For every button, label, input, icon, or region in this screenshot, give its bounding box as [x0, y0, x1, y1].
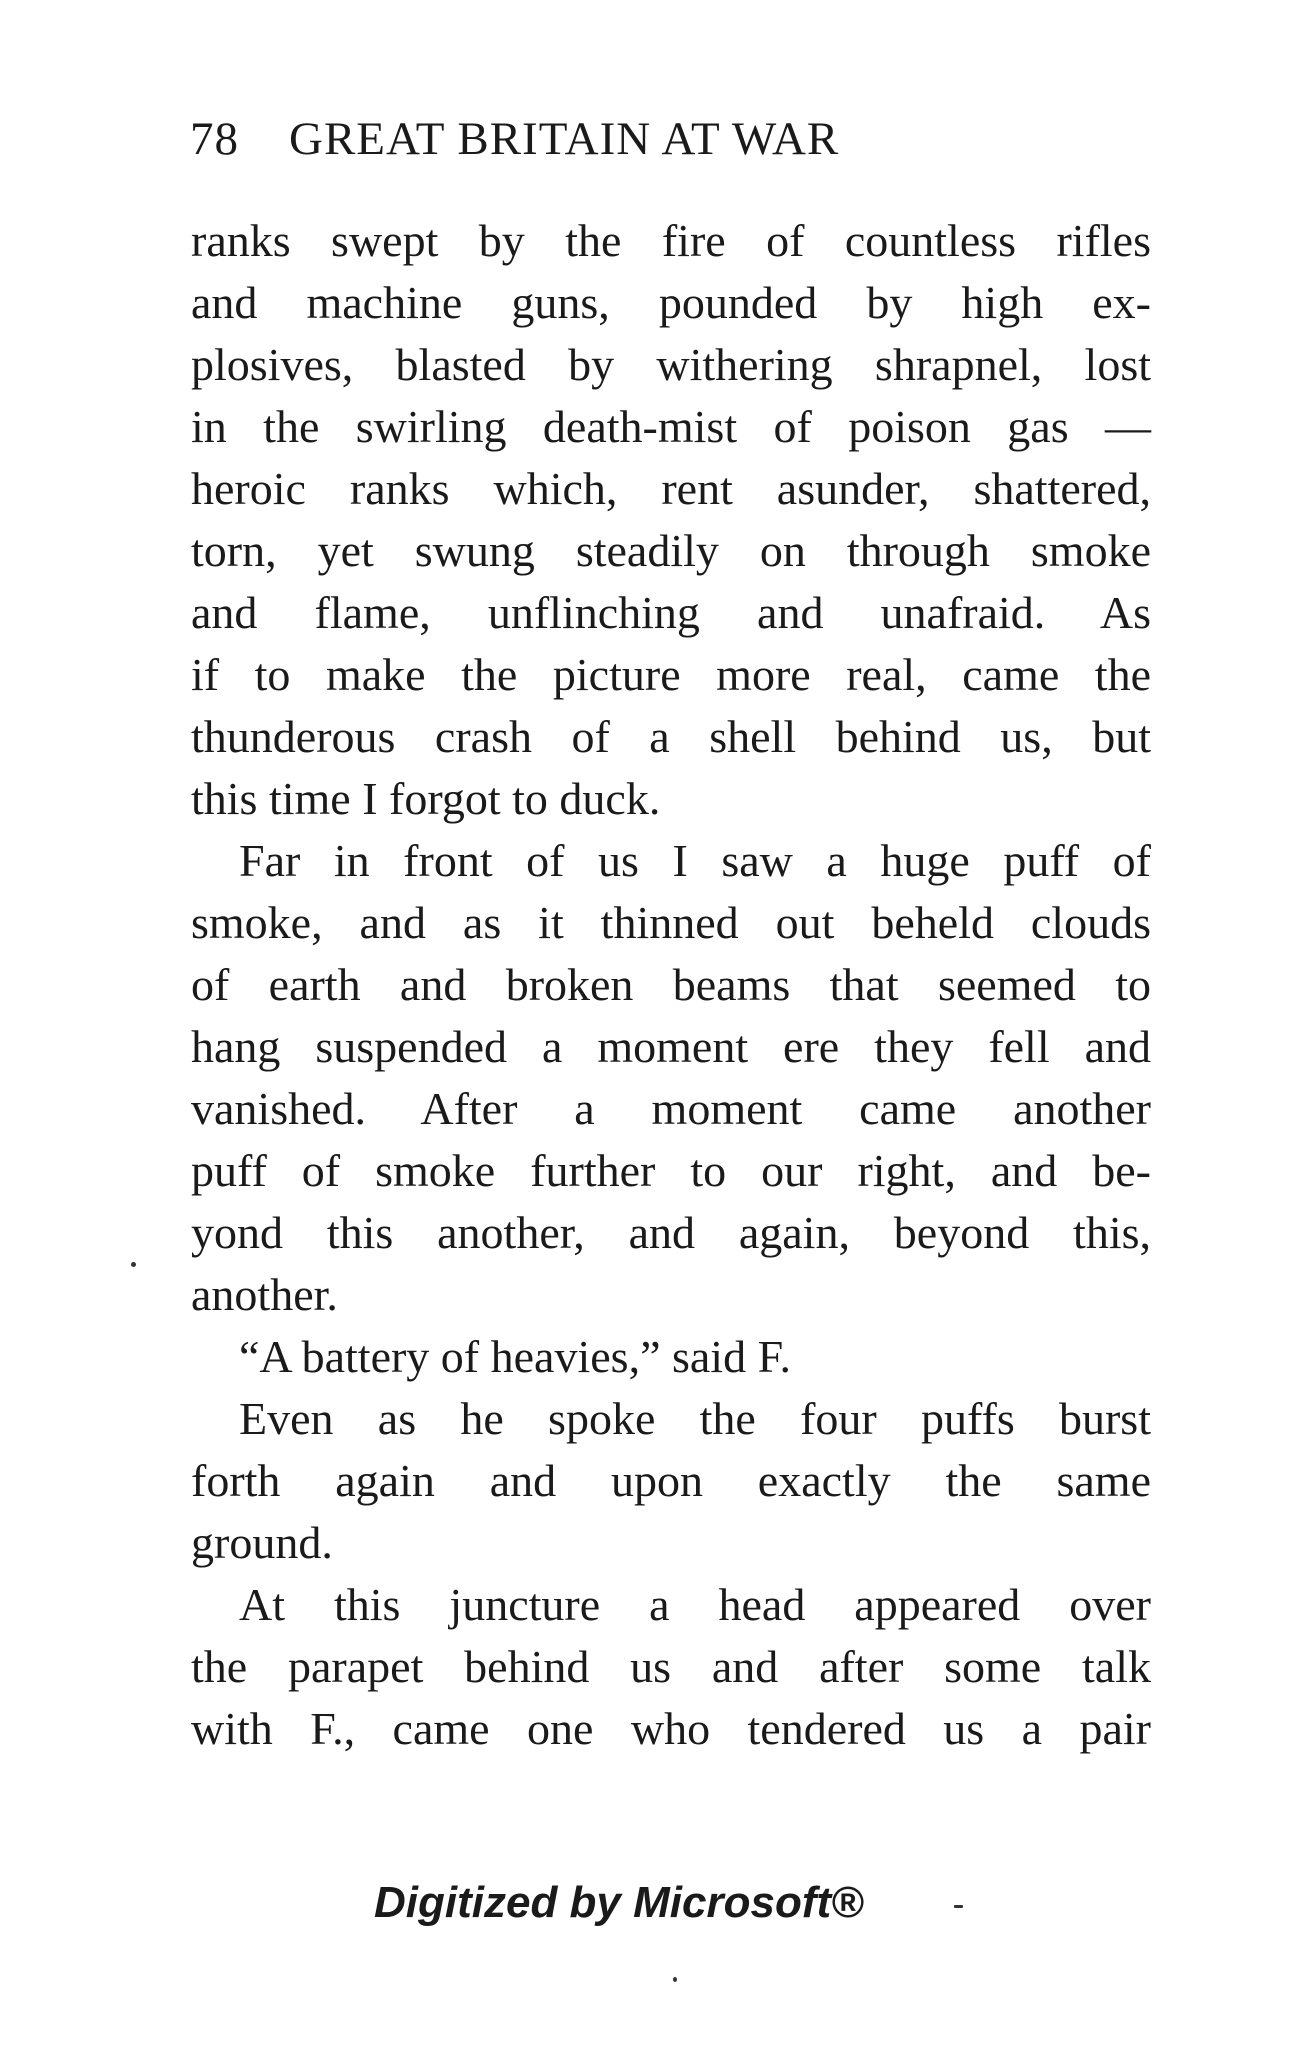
page-number: 78 [190, 113, 239, 165]
text-line: in the swirling death-mist of poison gas — [191, 401, 1151, 452]
text-line: another. [191, 1269, 338, 1320]
running-title: GREAT BRITAIN AT WAR [289, 113, 840, 165]
text-line: ranks swept by the fire of countless rifles [191, 215, 1151, 266]
text-line: ground. [191, 1517, 333, 1568]
body-text [191, 210, 1151, 1760]
text-line: forth again and upon exactly the same [191, 1455, 1151, 1506]
text-line: and flame, unflinching and unafraid. As [191, 587, 1151, 638]
text-line: yond this another, and again, beyond this, [191, 1207, 1151, 1258]
digitized-watermark: Digitized by Microsoft® [374, 1878, 864, 1927]
text-line: this time I forgot to duck. [191, 773, 661, 824]
scan-speck [954, 1905, 963, 1908]
text-line: vanished. After a moment came another [191, 1083, 1151, 1134]
text-line: plosives, blasted by withering shrapnel, lost [191, 339, 1151, 390]
text-line: puff of smoke further to our right, and be- [191, 1145, 1151, 1196]
text-line: smoke, and as it thinned out beheld clouds [191, 897, 1151, 948]
text-line: of earth and broken beams that seemed to [191, 959, 1151, 1010]
scan-speck [131, 1262, 136, 1267]
text-line: and machine guns, pounded by high ex- [191, 277, 1151, 328]
text-line: Far in front of us I saw a huge puff of [239, 835, 1151, 886]
text-line: torn, yet swung steadily on through smoke [191, 525, 1151, 576]
scan-speck [673, 1977, 677, 1982]
text-line: if to make the picture more real, came the [191, 649, 1151, 700]
text-line: “A battery of heavies,” said F. [239, 1331, 791, 1382]
text-line: thunderous crash of a shell behind us, but [191, 711, 1151, 762]
text-line: the parapet behind us and after some talk [191, 1641, 1151, 1692]
text-line: with F., came one who tendered us a pair [191, 1703, 1151, 1754]
text-line: Even as he spoke the four puffs burst [239, 1393, 1151, 1444]
text-line: heroic ranks which, rent asunder, shattered, [191, 463, 1151, 514]
running-head [190, 112, 839, 166]
text-line: hang suspended a moment ere they fell and [191, 1021, 1151, 1072]
text-line: At this juncture a head appeared over [239, 1579, 1151, 1630]
